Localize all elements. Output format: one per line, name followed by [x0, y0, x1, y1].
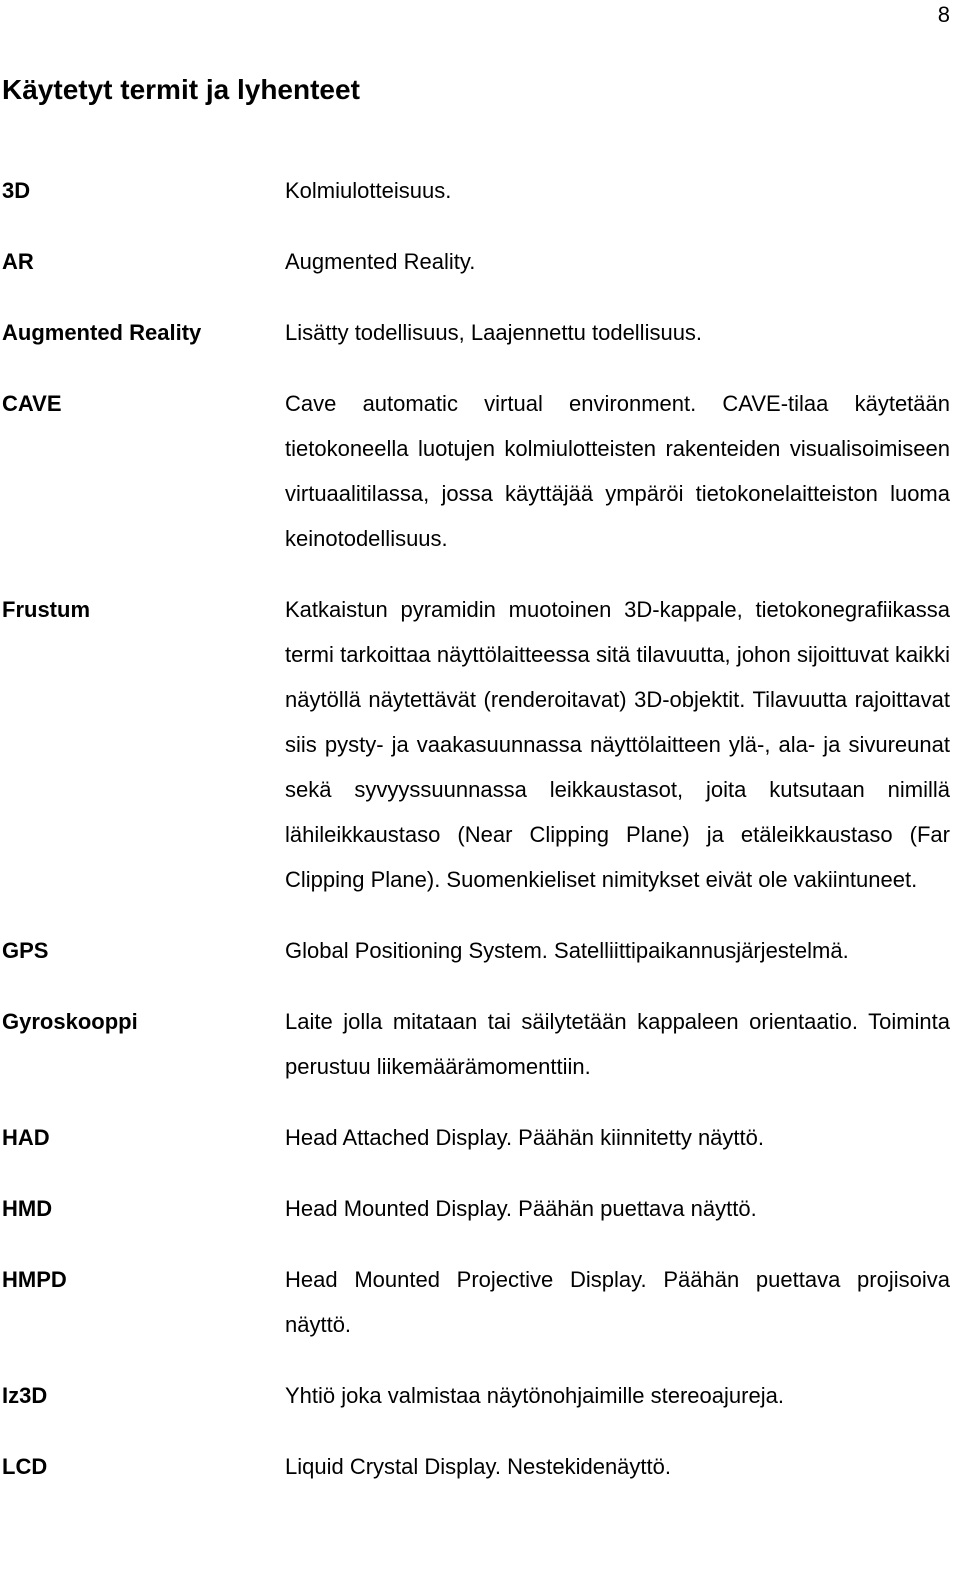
term-entry-gps: [0, 928, 960, 973]
term-label: GPS: [2, 938, 49, 963]
term-entry-cave: [0, 381, 960, 561]
term-definition: Laite jolla mitataan tai säilytetään kappaleen orientaatio. Toiminta perustuu liikemäärämomenttiin.: [285, 1009, 950, 1079]
term-entry-augmented-reality: [0, 310, 960, 355]
term-label: 3D: [2, 178, 31, 203]
term-label: AR: [2, 249, 34, 274]
term-definition: Yhtiö joka valmistaa näytönohjaimille stereoajureja.: [285, 1383, 784, 1408]
term-definition: Liquid Crystal Display. Nestekidenäyttö.: [285, 1454, 671, 1479]
term-label: Frustum: [2, 597, 90, 622]
term-entry-hmd: [0, 1186, 960, 1231]
term-definition: Kolmiulotteisuus.: [285, 178, 452, 203]
page-heading: Käytetyt termit ja lyhenteet: [2, 74, 360, 105]
term-definition: Cave automatic virtual environment. CAVE-tilaa käytetään tietokoneella luotujen kolmiulotteisten rakenteiden visualisoimiseen virtuaalitilassa, jossa käyttäjää ympäröi tietokonelaitteiston luoma keinotodellisuus.: [285, 391, 950, 551]
term-entry-frustum: [0, 587, 960, 902]
term-list: [0, 168, 960, 1515]
term-label: LCD: [2, 1454, 48, 1479]
term-definition: Head Mounted Display. Päähän puettava näyttö.: [285, 1196, 757, 1221]
term-entry-ar: [0, 239, 960, 284]
term-definition: Head Attached Display. Päähän kiinnitetty näyttö.: [285, 1125, 764, 1150]
page-number: 8: [937, 2, 950, 27]
term-label: Augmented Reality: [2, 320, 202, 345]
term-label: HMD: [2, 1196, 53, 1221]
term-label: CAVE: [2, 391, 62, 416]
term-label: Iz3D: [2, 1383, 48, 1408]
term-entry-3d: [0, 168, 960, 213]
term-definition: Global Positioning System. Satelliittipaikannusjärjestelmä.: [285, 938, 849, 963]
term-entry-lcd: [0, 1444, 960, 1489]
term-label: HMPD: [2, 1267, 67, 1292]
term-label: Gyroskooppi: [2, 1009, 138, 1034]
term-definition: Lisätty todellisuus, Laajennettu todellisuus.: [285, 320, 703, 345]
term-entry-had: [0, 1115, 960, 1160]
term-entry-iz3d: [0, 1373, 960, 1418]
term-definition: Augmented Reality.: [285, 249, 476, 274]
term-label: HAD: [2, 1125, 50, 1150]
term-entry-gyroskooppi: [0, 999, 960, 1089]
term-definition: Head Mounted Projective Display. Päähän puettava projisoiva näyttö.: [285, 1267, 950, 1337]
term-definition: Katkaistun pyramidin muotoinen 3D-kappale, tietokonegrafiikassa termi tarkoittaa näyttölaitteessa sitä tilavuutta, johon sijoittuvat kaikki näytöllä näytettävät (renderoitavat) 3D-objektit. Tilavuutta rajoittavat siis pysty- ja vaakasuunnassa näyttölaitteen ylä-, ala- ja sivureunat sekä syvyyssuunnassa leikkaustasot, joita kutsutaan nimillä lähileikkaustaso (Near Clipping Plane) ja etäleikkaustaso (Far Clipping Plane). Suomenkieliset nimitykset eivät ole vakiintuneet.: [285, 597, 950, 892]
term-entry-hmpd: [0, 1257, 960, 1347]
